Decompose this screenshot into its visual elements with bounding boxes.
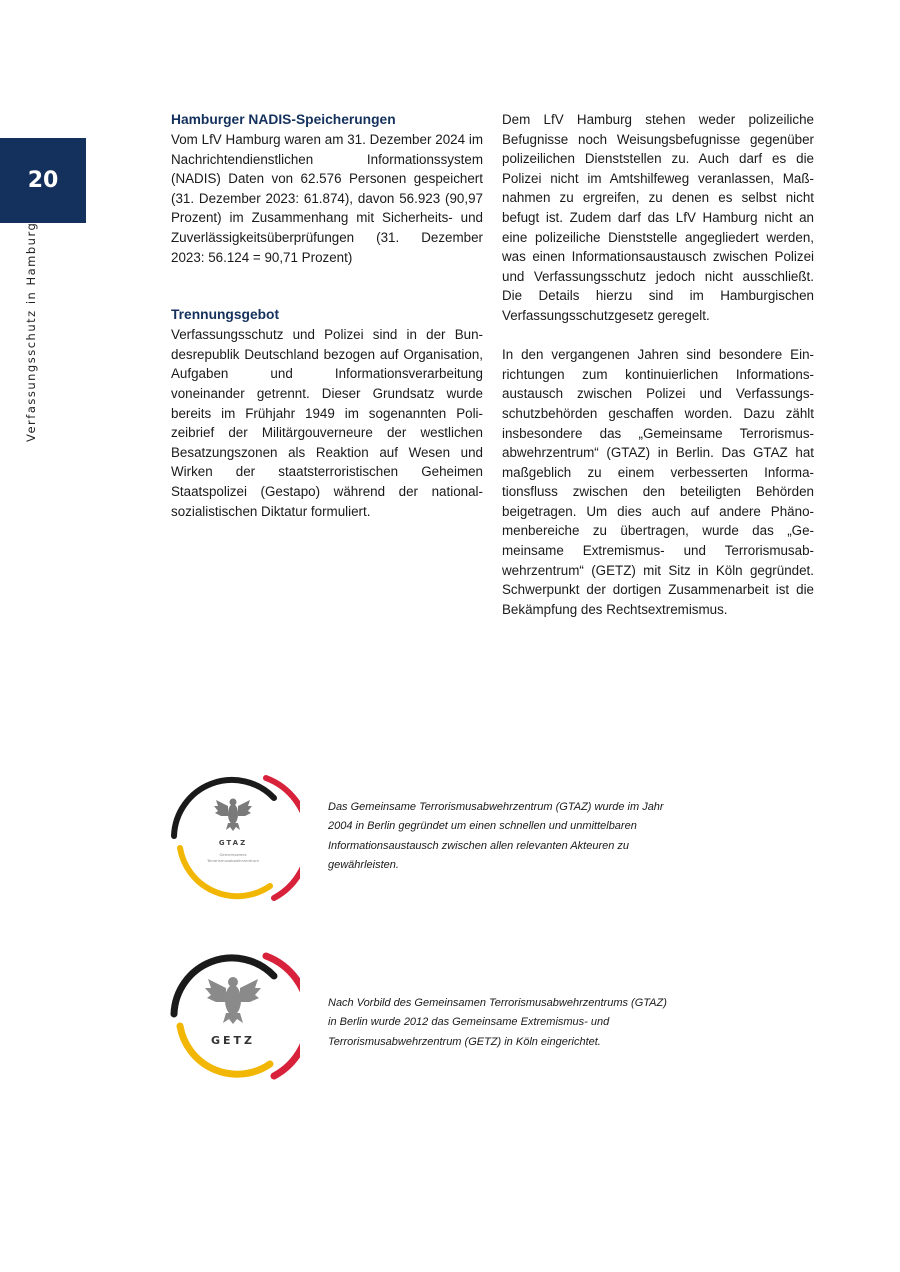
getz-logo [166,948,300,1088]
gtaz-acronym: GTAZ [218,839,248,847]
section-heading-nadis: Hamburger NADIS-Speicherungen [171,112,396,127]
page-number: 20 [27,168,59,193]
gtaz-logo [166,770,300,910]
gtaz-caption: Das Gemeinsame Terrorismusabwehrzentrum (GTAZ) wurde im Jahr 2004 in Berlin gegründet um einen schnellen und unmittelbaren Informationsaustausch zwischen allen relevanten Akteuren zu gewährleisten. [328,801,664,872]
getz-acronym: GETZ [210,1034,256,1047]
section-text-trennungsgebot: Verfassungsschutz und Polizei sind in der Bundesrepublik Deutschland bezogen auf Organisation, Aufgaben und Informationsverarbeitung voneinander getrennt. Dieser Grundsatz wurde bereits im Frühjahr 1949 im sogenannten Polizeibrief der Militärgouverneure der westlichen Besatzungszonen als Reaktion auf Wesen und Wirken der staatsterroristischen Geheimen Staatspolizei (Gestapo) während der nationalsozialistischen Diktatur formuliert. [171,327,483,519]
gtaz-subtitle-1: Gemeinsames [219,852,247,857]
section-text-nadis: Vom LfV Hamburg waren am 31. Dezember 2024 im Nachrichtendienstlichen Informationssystem (NADIS) Daten von 62.576 Personen gespeichert (31. Dezember 2023: 61.874), davon 56.923 (90,97 Prozent) im Zusammenhang mit Sicherheits- und Zuverlässigkeitsüberprüfungen (31. Dezember 2023: 56.124 = 90,71 Prozent) [171,132,483,265]
getz-caption: Nach Vorbild des Gemeinsamen Terrorismusabwehrzentrums (GTAZ) in Berlin wurde 2012 das Gemeinsame Extremismus- und Terrorismusabwehrzentrum (GETZ) in Köln eingerichtet. [328,997,667,1048]
section-heading-trennungsgebot: Trennungsgebot [171,307,280,323]
page-number-badge [0,138,86,223]
paragraph-informationsaustausch: In den vergangenen Jahren sind besondere Einrichtungen zum kontinuierlichen Informationsaustausch zwischen Polizei und Verfassungsschutzbehörden geschaffen worden. Dazu zählt insbesondere das „Gemeinsame Terrorismusabwehrzentrum“ (GTAZ) in Berlin. Das GTAZ hat maßgeblich zu einem verbesserten Informationsfluss zwischen den beteiligten Behörden beigetragen. Um dies auch auf andere Phänomenbereiche zu übertragen, wurde das „Gemeinsame Extremismus- und Terrorismusabwehrzentrum“ (GETZ) mit Sitz in Köln gegründet. Schwerpunkt der dortigen Zusammenarbeit ist die Bekämpfung des Rechtsextremismus. [502,347,814,617]
paragraph-befugnisse: Dem LfV Hamburg stehen weder polizeiliche Befugnisse noch Weisungsbefugnisse gegenüber polizeilichen Dienststellen zu. Auch darf es die Polizei nicht im Amtshilfeweg veranlassen, Maßnahmen zu ergreifen, zu denen es selbst nicht befugt ist. Zudem darf das LfV Hamburg nicht an eine polizeiliche Dienststelle angegliedert werden, was einen Informationsaustausch zwischen Polizei und Verfassungsschutz jedoch nicht ausschließt. Die Details hierzu sind im Hamburgischen Verfassungsschutzgesetz geregelt. [502,112,814,323]
eagle-icon [205,977,261,1024]
right-column [502,110,814,619]
gtaz-subtitle-2: Terrorismusabwehrzentrum [206,858,260,863]
side-running-title: Verfassungsschutz in Hamburg [24,221,38,442]
left-column [171,110,483,521]
eagle-icon [214,799,252,832]
